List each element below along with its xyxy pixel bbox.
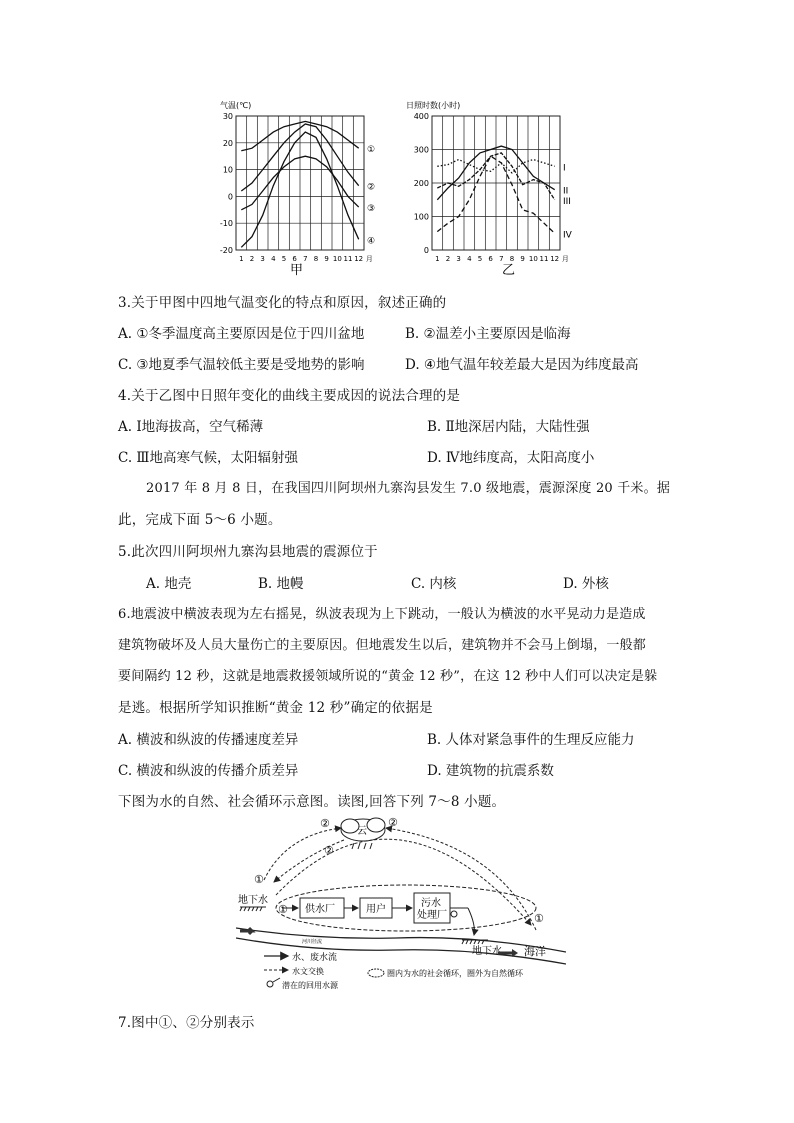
chart-yi-ylabel: 日照时数(小时) [406, 101, 461, 110]
yi-xtick: 5 [477, 255, 483, 263]
jia-ytick: 0 [227, 192, 233, 202]
jia-xtick: 月 [365, 255, 373, 263]
label-circled-1a: ① [254, 873, 264, 886]
yi-series-label: III [563, 196, 571, 207]
chart-yi [404, 100, 584, 278]
q4-option-a[interactable]: A. Ⅰ地海拔高，空气稀薄 [118, 419, 264, 435]
jia-xtick: 11 [343, 255, 353, 263]
q4-stem: 4.关于乙图中日照年变化的曲线主要成因的说法合理的是 [118, 388, 461, 404]
jia-ytick: 20 [222, 138, 233, 148]
yi-xtick: 3 [456, 255, 461, 263]
q6-option-a[interactable]: A. 横波和纵波的传播速度差异 [118, 732, 299, 748]
q5-stem: 5.此次四川阿坝州九寨沟县地震的震源位于 [118, 544, 378, 560]
chart-yi-xticks [435, 255, 569, 263]
q5-option-b[interactable]: B. 地幔 [258, 576, 304, 592]
yi-ytick: 200 [413, 179, 429, 188]
q4-option-c[interactable]: C. Ⅲ地高寒气候，太阳辐射强 [118, 450, 298, 466]
q6-line4: 是逃。根据所学知识推断“黄金 12 秒”确定的依据是 [118, 700, 433, 716]
jia-xtick: 7 [303, 255, 308, 263]
q4-option-b[interactable]: B. Ⅱ地深居内陆，大陆性强 [427, 419, 590, 435]
q6-line3: 要间隔约 12 秒，这就是地震救援领域所说的“黄金 12 秒”，在这 12 秒中人们可以决定是躲 [118, 669, 658, 684]
q3-option-b[interactable]: B. ②温差小主要原因是临海 [405, 326, 571, 342]
yi-series-label: II [563, 186, 569, 197]
legend-exchange: 水文交换 [292, 967, 324, 976]
chart-yi-grid [432, 116, 560, 250]
q5-option-d[interactable]: D. 外核 [563, 576, 609, 592]
sewage-plant-label-1: 污水 [421, 898, 441, 909]
groundwater-right-label: 地下水 [472, 946, 502, 957]
yi-series-label: I [563, 163, 566, 174]
jia-xtick: 6 [292, 255, 297, 263]
jia-ytick: 10 [222, 165, 233, 175]
q6-option-c[interactable]: C. 横波和纵波的传播介质差异 [118, 763, 299, 779]
yi-xtick: 4 [467, 255, 472, 263]
evaporation-arrow-right [386, 828, 536, 930]
passage1-line2: 此，完成下面 5～6 小题。 [118, 512, 282, 528]
yi-xtick: 2 [445, 255, 451, 263]
q3-option-a[interactable]: A. ①冬季温度高主要原因是位于四川盆地 [118, 326, 365, 342]
jia-xtick: 2 [249, 255, 255, 263]
label-circled-2c: ② [324, 844, 334, 857]
river-channel [236, 928, 566, 952]
passage2: 下图为水的自然、社会循环示意图。读图,回答下列 7～8 小题。 [118, 794, 506, 810]
sewage-plant-label-2: 处理厂 [417, 910, 447, 921]
jia-ytick: -20 [219, 246, 233, 255]
chart-yi-caption: 乙 [502, 263, 516, 278]
jia-series-label: ① [367, 145, 376, 156]
jia-xtick: 4 [271, 255, 276, 263]
yi-ytick: 0 [423, 246, 429, 255]
q3-stem: 3.关于甲图中四地气温变化的特点和原因，叙述正确的 [118, 295, 447, 311]
chart-jia-yticks [220, 112, 233, 255]
yi-xtick: 11 [539, 255, 549, 263]
label-circled-2a: ② [320, 817, 330, 830]
groundwater-left-label: 地下水 [238, 895, 268, 906]
yi-ytick: 300 [413, 145, 429, 155]
q6-option-d[interactable]: D. 建筑物的抗震系数 [427, 763, 554, 779]
q3-option-c[interactable]: C. ③地夏季气温较低主要是受地势的影响 [118, 357, 365, 373]
yi-xtick: 6 [488, 255, 493, 263]
river-label: 河川径流 [302, 939, 323, 945]
q5-option-c[interactable]: C. 内核 [411, 576, 457, 592]
jia-xtick: 9 [324, 255, 329, 263]
yi-xtick: 12 [550, 255, 560, 263]
user-label: 用户 [366, 904, 386, 915]
passage1-line1: 2017 年 8 月 8 日，在我国四川阿坝州九寨沟县发生 7.0 级地震，震源深度 20 千米。据 [146, 481, 671, 496]
q5-option-a[interactable]: A. 地壳 [146, 576, 192, 592]
chart-jia-caption: 甲 [290, 263, 304, 278]
water-plant-label: 供水厂 [305, 904, 335, 915]
yi-xtick: 7 [499, 255, 504, 263]
chart-jia-ylabel: 气温(℃) [220, 101, 252, 110]
label-circled-1b: ① [278, 903, 288, 916]
yi-series-label: IV [563, 230, 572, 241]
q3-option-d[interactable]: D. ④地气温年较差最大是因为纬度最高 [405, 357, 639, 373]
yi-xtick: 9 [520, 255, 525, 263]
q6-line1: 6.地震波中横波表现为左右摇晃，纵波表现为上下跳动，一般认为横波的水平晃动力是造成 [118, 607, 646, 622]
jia-xtick: 5 [281, 255, 287, 263]
chart-jia-series-labels [367, 145, 375, 246]
jia-xtick: 10 [332, 255, 342, 263]
legend-cycle-note: 圈内为水的社会循环，圈外为自然循环 [387, 969, 523, 978]
legend-flow: 水、废水流 [292, 953, 338, 963]
cloud-label: 云 [357, 826, 367, 837]
yi-xtick: 8 [509, 255, 515, 263]
yi-xtick: 1 [435, 255, 440, 263]
jia-series-label: ④ [367, 236, 376, 247]
jia-xtick: 8 [313, 255, 319, 263]
jia-ytick: -10 [219, 219, 233, 229]
chart-jia [218, 100, 390, 278]
q7-stem: 7.图中①、②分别表示 [118, 1015, 255, 1031]
yi-ytick: 100 [413, 212, 429, 222]
yi-xtick: 10 [528, 255, 538, 263]
legend-reuse: 潜在的回用水源 [282, 981, 338, 990]
jia-ytick: 30 [222, 112, 233, 121]
jia-xtick: 1 [239, 255, 244, 263]
water-cycle-diagram [236, 810, 566, 1000]
q6-option-b[interactable]: B. 人体对紧急事件的生理反应能力 [427, 732, 635, 748]
jia-series-label: ③ [367, 204, 376, 215]
ocean-label: 海洋 [524, 945, 546, 958]
yi-xtick: 月 [561, 255, 569, 263]
jia-xtick: 12 [354, 255, 364, 263]
label-circled-2b: ② [388, 816, 398, 829]
chart-jia-xticks [239, 255, 373, 263]
jia-xtick: 3 [260, 255, 265, 263]
chart-yi-series-labels [563, 163, 573, 240]
chart-yi-yticks [414, 112, 429, 255]
jia-series-label: ② [367, 182, 376, 193]
q4-option-d[interactable]: D. Ⅳ地纬度高，太阳高度小 [427, 450, 595, 466]
yi-ytick: 400 [413, 112, 429, 121]
q6-line2: 建筑物破坏及人员大量伤亡的主要原因。但地震发生以后，建筑物并不会马上倒塌，一般都 [118, 638, 647, 653]
label-circled-1c: ① [534, 912, 544, 925]
